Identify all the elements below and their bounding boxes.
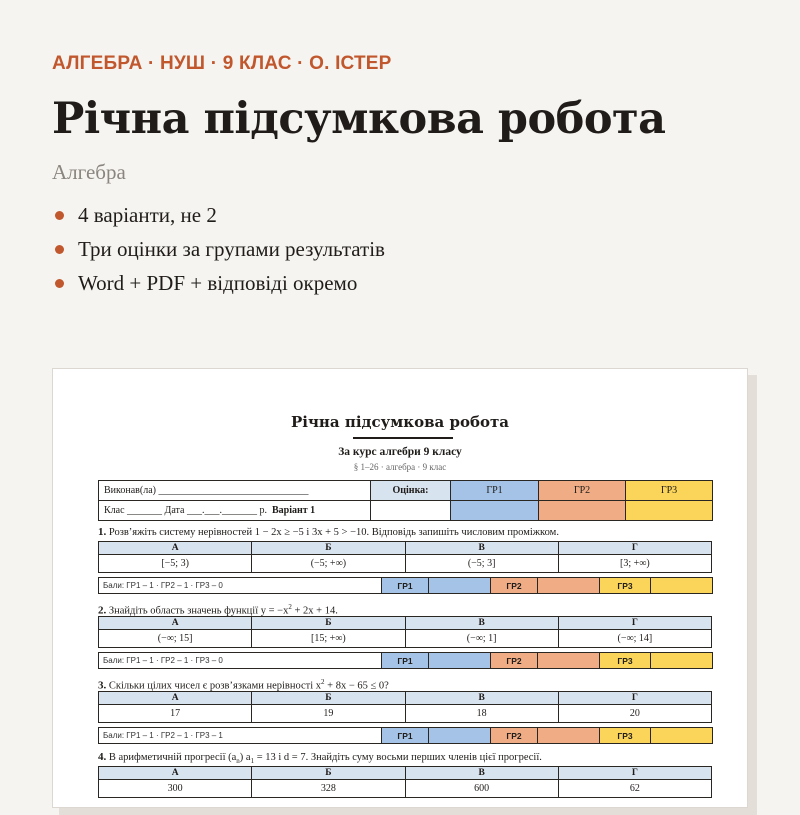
group-1-score <box>451 501 539 521</box>
task-question: 2. Знайдіть область значень функції $y = -x^2 + 2x + 14$. <box>98 603 338 617</box>
feature-item: Три оцінки за групами результатів <box>52 234 385 268</box>
course-eyebrow: АЛГЕБРА · НУШ · 9 КЛАС · О. ІСТЕР <box>52 53 392 74</box>
answer-a: 300 <box>99 780 252 798</box>
answer-b: (−5; +∞) <box>252 555 405 573</box>
page-subtitle: Алгебра <box>52 160 126 184</box>
answer-a: [−5; 3) <box>99 555 252 573</box>
doc-title: Річна підсумкова робота <box>290 413 510 431</box>
student-info-table <box>98 480 713 521</box>
bullet-dot-icon <box>55 245 64 254</box>
feature-list <box>52 200 385 302</box>
answer-a: 17 <box>99 705 252 723</box>
feature-item: Word + PDF + відповіді окремо <box>52 268 385 302</box>
bullet-dot-icon <box>55 211 64 220</box>
answer-c: (−∞; 1] <box>405 630 558 648</box>
answer-d: 20 <box>558 705 711 723</box>
answer-c: (−5; 3] <box>405 555 558 573</box>
answer-a: (−∞; 15] <box>99 630 252 648</box>
group-2-header: ГР2 <box>539 481 626 501</box>
page-title: Річна підсумкова робота <box>52 94 666 144</box>
score-row: Бали: ГР1 – 1 · ГР2 – 1 · ГР3 – 1 ГР1 ГР2 ГР3 <box>98 727 713 744</box>
group-1-header: ГР1 <box>451 481 539 501</box>
answer-options: А Б В Г (−∞; 15] [15; +∞) (−∞; 1] (−∞; 14] <box>98 616 712 648</box>
task-4 <box>98 750 712 798</box>
answer-options: А Б В Г 300 328 600 62 <box>98 766 712 798</box>
answer-b: 328 <box>252 780 405 798</box>
answer-c: 600 <box>405 780 558 798</box>
feature-item: 4 варіанти, не 2 <box>52 200 385 234</box>
answer-b: 19 <box>252 705 405 723</box>
variant-label: Варіант 1 <box>271 505 316 516</box>
task-question: 3. Скільки цілих чисел є розв’язками нерівності $x^2 + 8x - 65 \le 0$? <box>98 678 389 692</box>
class-date-field: Клас _______ Дата ___.___._______ р. Варіант 1 <box>99 501 371 521</box>
grade-label: Оцінка: <box>371 481 451 501</box>
group-3-header: ГР3 <box>626 481 713 501</box>
task-question: 4. В арифметичній прогресії $(a_n) a_1 = 13$ і d = 7. Знайдіть суму восьми перших членів цієї прогресії. <box>98 751 542 766</box>
task-2 <box>98 600 712 669</box>
answer-options: А Б В Г [−5; 3) (−5; +∞) (−5; 3] [3; +∞) <box>98 541 712 573</box>
score-row: Бали: ГР1 – 1 · ГР2 – 1 · ГР3 – 0 ГР1 ГР2 ГР3 <box>98 577 713 594</box>
doc-title-underline <box>353 437 453 439</box>
task-1 <box>98 525 712 594</box>
group-2-score <box>539 501 626 521</box>
doc-meta: § 1–26 · алгебра · 9 клас <box>353 462 447 472</box>
grade-cell <box>371 501 451 521</box>
answer-b: [15; +∞) <box>252 630 405 648</box>
task-question: 1. Розв’яжіть систему нерівностей 1 − 2x ≥ −5 і 3x + 5 > −10. Відповідь запишіть числовим проміжком. <box>98 526 559 538</box>
answer-d: [3; +∞) <box>558 555 711 573</box>
task-3 <box>98 675 712 744</box>
document-preview <box>52 368 748 808</box>
group-3-score <box>626 501 713 521</box>
answer-d: (−∞; 14] <box>558 630 711 648</box>
answer-d: 62 <box>558 780 711 798</box>
answer-c: 18 <box>405 705 558 723</box>
performer-field: Виконав(ла) ______________________________ <box>99 481 371 501</box>
score-row: Бали: ГР1 – 1 · ГР2 – 1 · ГР3 – 0 ГР1 ГР2 ГР3 <box>98 652 713 669</box>
bullet-dot-icon <box>55 279 64 288</box>
doc-subtitle: За курс алгебри 9 класу <box>338 446 462 458</box>
answer-options: А Б В Г 17 19 18 20 <box>98 691 712 723</box>
